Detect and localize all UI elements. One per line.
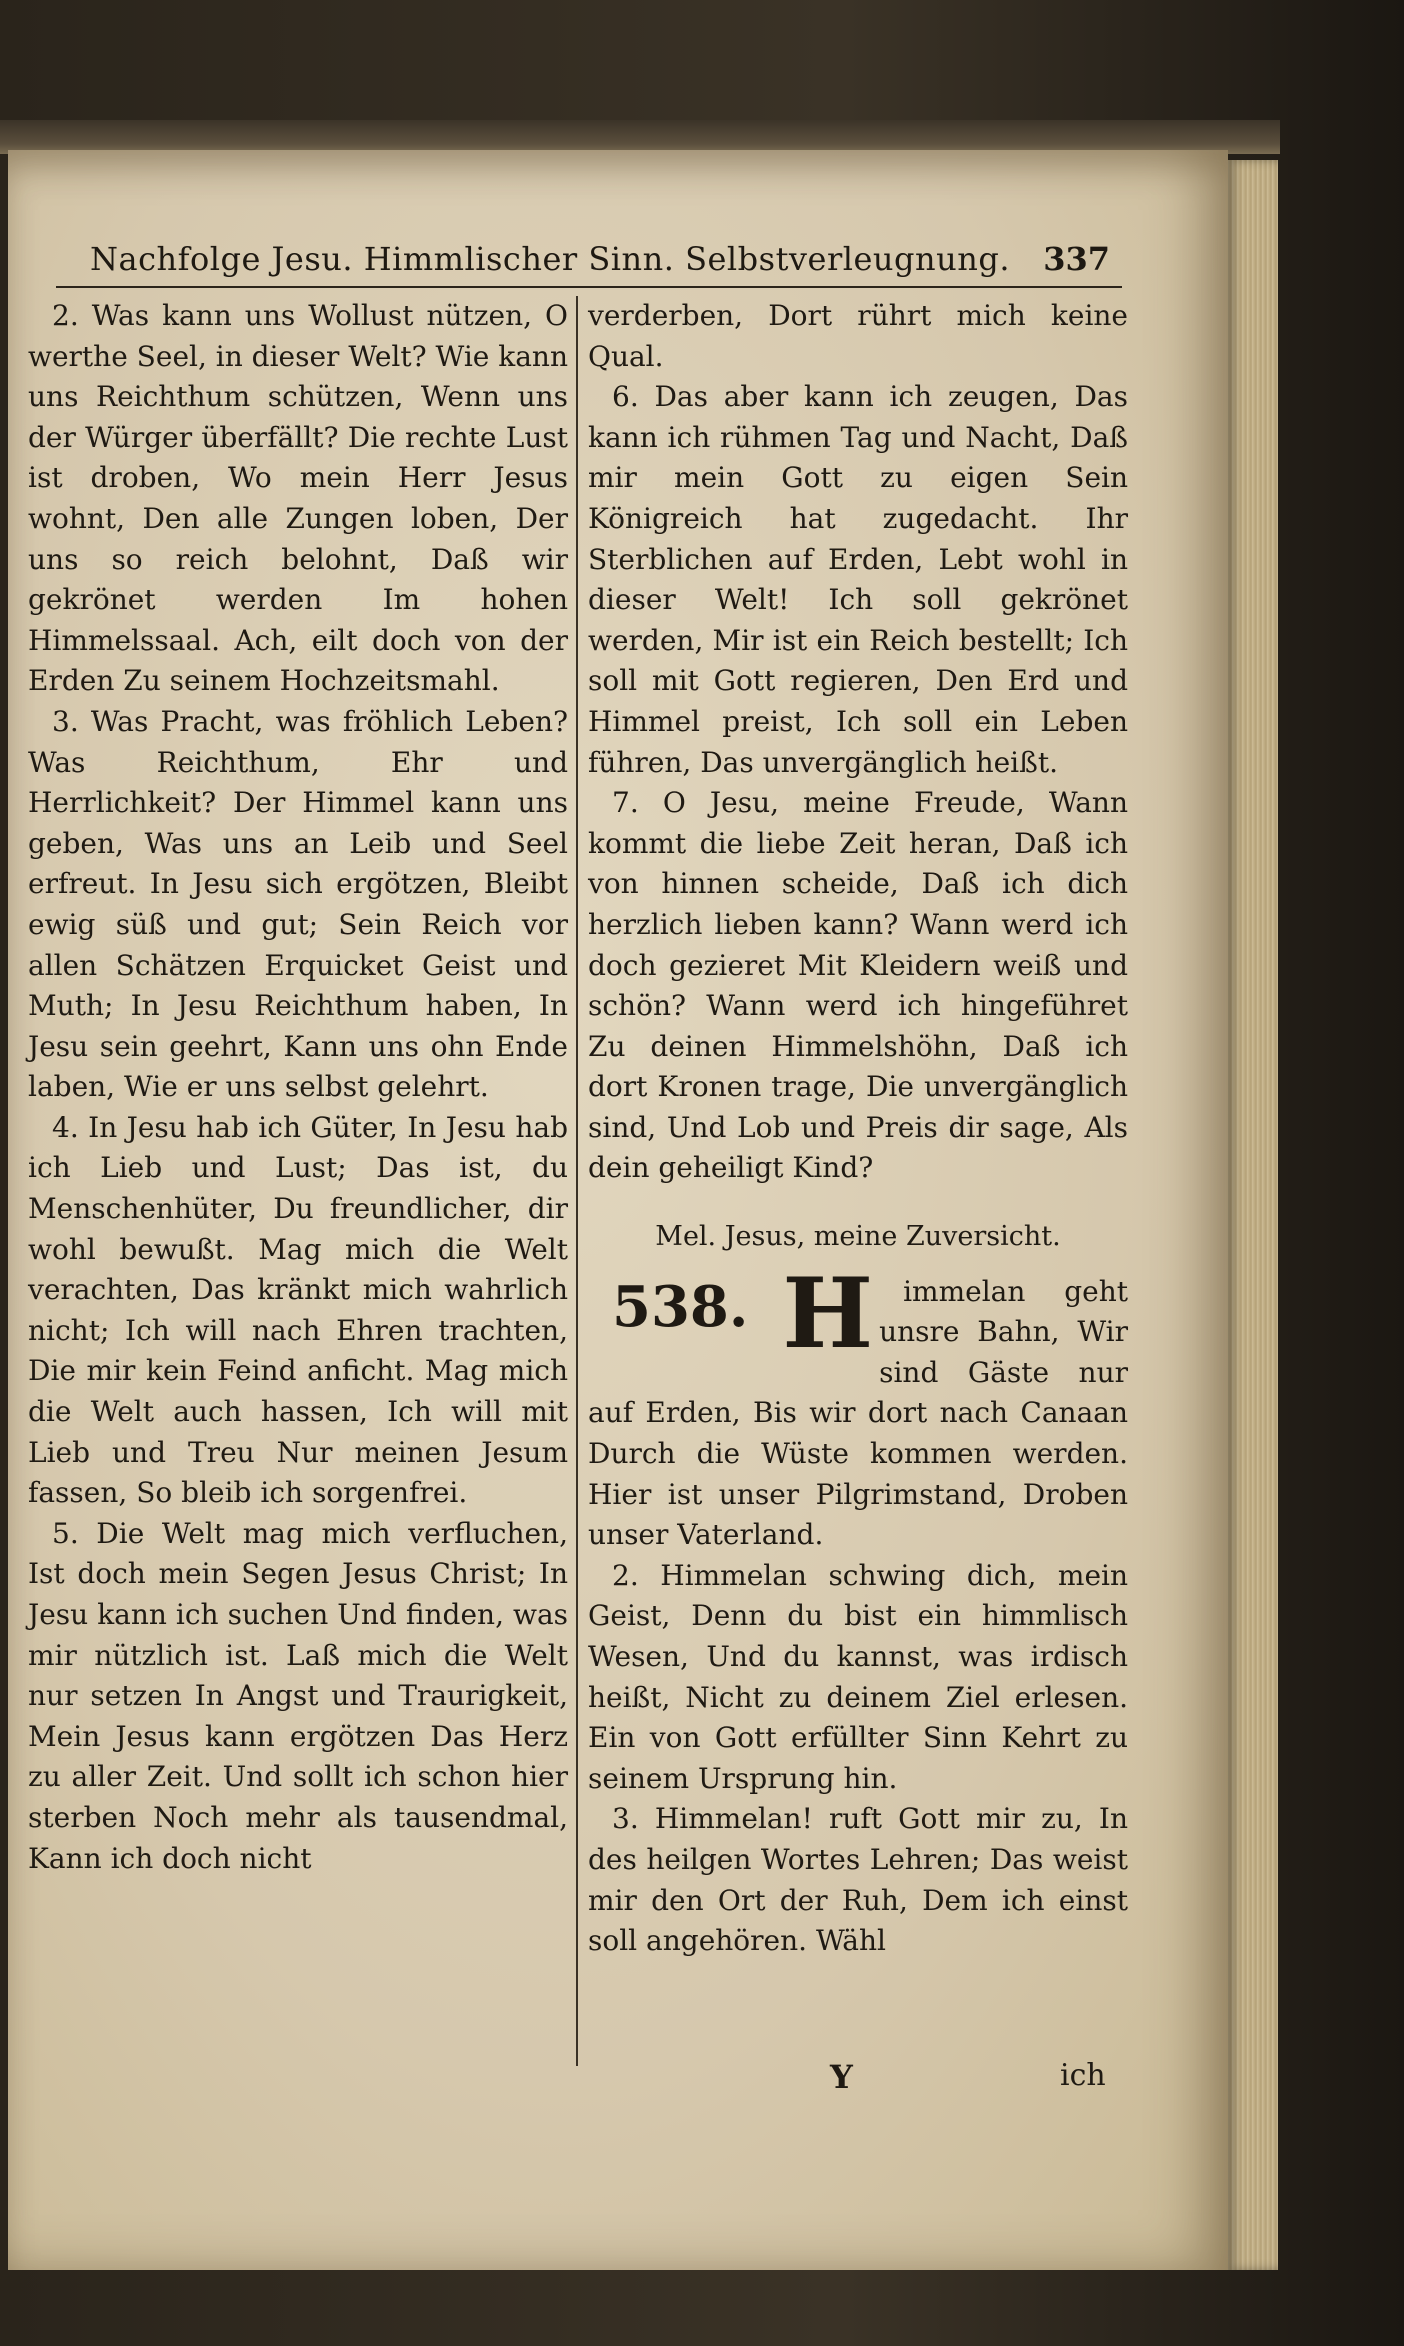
left-column bbox=[28, 296, 568, 1879]
hymn-538-verse-1-text: immelan geht unsre Bahn, Wir sind Gäste nur auf Erden, Bis wir dort nach Canaan Durch die Wüste kommen werden. Hier ist unser Pilgrimstand, Droben unser Vaterland. bbox=[588, 1274, 1128, 1552]
verse-3: 3. Was Pracht, was fröhlich Leben? Was Reichthum, Ehr und Herrlichkeit? Der Himmel kann uns geben, Was uns an Leib und Seel erfreut. In Jesu sich ergötzen, Bleibt ewig süß und gut; Sein Reich vor allen Schätzen Erquicket Geist und Muth; In Jesu Reichthum haben, In Jesu sein geehrt, Kann uns ohn Ende laben, Wie er uns selbst gelehrt. bbox=[28, 704, 568, 1104]
verse-5: 5. Die Welt mag mich verfluchen, Ist doch mein Segen Jesus Christ; In Jesu kann ich suchen Und finden, was mir nützlich ist. Laß mich die Welt nur setzen In Angst und Traurigkeit, Mein Jesus kann ergötzen Das Herz zu aller Zeit. Und sollt ich schon hier sterben Noch mehr als tausendmal, Kann ich doch nicht bbox=[28, 1516, 568, 1875]
page-number: 337 bbox=[1043, 240, 1110, 278]
hymn-538-verse-2: 2. Himmelan schwing dich, mein Geist, Denn du bist ein himmlisch Wesen, Und du kannst, was irdisch heißt, Nicht zu deinem Ziel erlesen. Ein von Gott erfüllter Sinn Kehrt zu seinem Ursprung hin. bbox=[588, 1558, 1128, 1795]
verse-4: 4. In Jesu hab ich Güter, In Jesu hab ich Lieb und Lust; Das ist, du Menschenhüter, Du freundlicher, dir wohl bewußt. Mag mich die Welt verachten, Das kränkt mich wahrlich nicht; Ich will nach Ehren trachten, Die mir kein Feind anficht. Mag mich die Welt auch hassen, Ich will mit Lieb und Treu Nur meinen Jesum fassen, So bleib ich sorgenfrei. bbox=[28, 1110, 568, 1510]
running-title: Nachfolge Jesu. Himmlischer Sinn. Selbstverleugnung. bbox=[90, 240, 1010, 278]
verse-7: 7. O Jesu, meine Freude, Wann kommt die liebe Zeit heran, Daß ich von hinnen scheide, Daß ich dich herzlich lieben kann? Wann werd ich doch gezieret Mit Kleidern weiß und schön? Wann werd ich hingeführet Zu deinen Himmelshöhn, Daß ich dort Kronen trage, Die unvergänglich sind, Und Lob und Preis dir sage, Als dein geheiligt Kind? bbox=[588, 786, 1128, 1185]
book-cover-edge bbox=[0, 120, 1280, 154]
verse-6: 6. Das aber kann ich zeugen, Das kann ich rühmen Tag und Nacht, Daß mir mein Gott zu eigen Sein Königreich hat zugedacht. Ihr Sterblichen auf Erden, Lebt wohl in dieser Welt! Ich soll gekrönet werden, Mir ist ein Reich bestellt; Ich soll mit Gott regieren, Den Erd und Himmel preist, Ich soll ein Leben führen, Das unvergänglich heißt. bbox=[588, 380, 1128, 779]
hymn-number: 538. bbox=[612, 1273, 749, 1340]
verse-2: 2. Was kann uns Wollust nützen, O werthe Seel, in dieser Welt? Wie kann uns Reichthum schützen, Wenn uns der Würger überfällt? Die rechte Lust ist droben, Wo mein Herr Jesus wohnt, Den alle Zungen loben, Der uns so reich belohnt, Daß wir gekrönet werden Im hohen Himmelssaal. Ach, eilt doch von der Erden Zu seinem Hochzeitsmahl. bbox=[28, 299, 568, 698]
catchword: ich bbox=[1060, 2058, 1106, 2093]
page-header bbox=[90, 236, 1110, 282]
signature-mark: Y bbox=[830, 2058, 853, 2096]
hymn-538-verse-3: 3. Himmelan! ruft Gott mir zu, In des heilgen Wortes Lehren; Das weist mir den Ort der Ruh, Dem ich einst soll angehören. Wähl bbox=[588, 1802, 1128, 1958]
melody-line: Mel. Jesus, meine Zuversicht. bbox=[655, 1221, 1061, 1253]
page-edges bbox=[1228, 160, 1278, 2270]
verse-5-continued: verderben, Dort rührt mich keine Qual. bbox=[588, 299, 1128, 373]
column-divider bbox=[576, 296, 578, 2066]
header-rule bbox=[56, 286, 1122, 288]
drop-cap: H bbox=[782, 1256, 874, 1370]
right-column bbox=[588, 296, 1128, 1962]
hymn-538-verse-1 bbox=[588, 1256, 1128, 1556]
